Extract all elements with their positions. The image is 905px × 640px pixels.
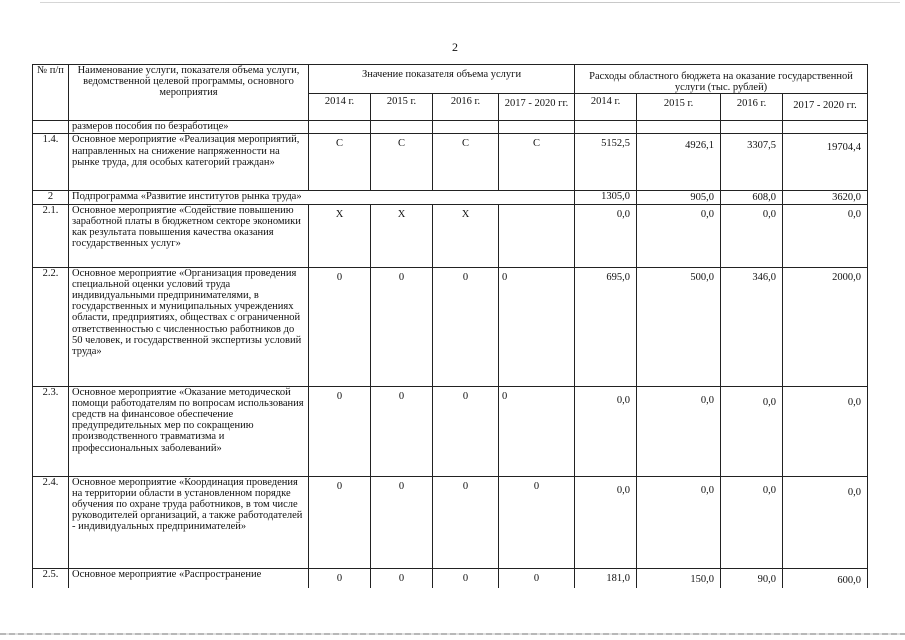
row-expense: 0,0 (721, 386, 783, 476)
row-expense (637, 121, 721, 134)
header-expense-year: 2017 - 2020 гг. (783, 94, 868, 121)
row-expense: 90,0 (721, 568, 783, 588)
row-value: 0 (309, 476, 371, 568)
row-no: 1.4. (33, 134, 69, 191)
row-value: С (371, 134, 433, 191)
row-expense: 695,0 (575, 267, 637, 386)
row-value: Х (371, 204, 433, 267)
table-row (33, 191, 868, 204)
row-value: 0 (433, 267, 499, 386)
row-name: Основное мероприятие «Содействие повышению заработной платы в бюджетном секторе экономики как результата повышения качества оказания государственных услуг» (69, 204, 309, 267)
row-value (499, 204, 575, 267)
header-group-values: Значение показателя объема услуги (309, 65, 575, 94)
row-value: 0 (499, 267, 575, 386)
row-expense: 2000,0 (783, 267, 868, 386)
row-expense: 5152,5 (575, 134, 637, 191)
header-row-top (33, 65, 868, 94)
row-expense: 0,0 (721, 476, 783, 568)
row-name: Основное мероприятие «Координация проведения на территории области в установленном порядке обучения по охране труда работников, в том числе руководителей организаций, а также работодателей - индивидуальных предпринимателей» (69, 476, 309, 568)
row-value: 0 (433, 386, 499, 476)
row-value: 0 (371, 386, 433, 476)
row-value: 0 (499, 568, 575, 588)
row-no (33, 121, 69, 134)
row-value: 0 (309, 568, 371, 588)
row-value: 0 (371, 267, 433, 386)
row-expense: 4926,1 (637, 134, 721, 191)
row-name: Основное мероприятие «Распространение (69, 568, 309, 588)
row-expense: 19704,4 (783, 134, 868, 191)
row-name: размеров пособия по безработице» (69, 121, 309, 134)
row-expense (575, 121, 637, 134)
row-value: 0 (433, 476, 499, 568)
row-no: 2.2. (33, 267, 69, 386)
header-col-name: Наименование услуги, показателя объема услуги, ведомственной целевой программы, основного мероприятия (69, 65, 309, 121)
budget-table (32, 64, 868, 588)
row-expense: 0,0 (721, 204, 783, 267)
row-value: С (433, 134, 499, 191)
row-name: Основное мероприятие «Оказание методической помощи работодателям по вопросам использования средств на финансовое обеспечение предупредительных мер по сокращению производственного травматизма и профессиональных заболеваний» (69, 386, 309, 476)
row-value: Х (433, 204, 499, 267)
row-value: Х (309, 204, 371, 267)
row-expense: 3307,5 (721, 134, 783, 191)
row-expense: 0,0 (575, 476, 637, 568)
header-value-year: 2017 - 2020 гг. (499, 94, 575, 121)
row-expense: 0,0 (637, 204, 721, 267)
header-value-year: 2014 г. (309, 94, 371, 121)
table-row (33, 568, 868, 588)
header-col-no: № п/п (33, 65, 69, 121)
row-expense: 500,0 (637, 267, 721, 386)
row-expense: 346,0 (721, 267, 783, 386)
row-expense: 181,0 (575, 568, 637, 588)
table-row (33, 476, 868, 568)
row-expense (721, 121, 783, 134)
table-row (33, 386, 868, 476)
header-expense-year: 2016 г. (721, 94, 783, 121)
row-value (309, 121, 371, 134)
row-expense: 905,0 (637, 191, 721, 204)
row-value: 0 (309, 386, 371, 476)
row-expense: 0,0 (575, 386, 637, 476)
row-value: 0 (499, 476, 575, 568)
row-value: 0 (499, 386, 575, 476)
row-no: 2.5. (33, 568, 69, 588)
scan-edge-top (40, 2, 900, 3)
row-no: 2.4. (33, 476, 69, 568)
header-expense-year: 2014 г. (575, 94, 637, 121)
row-expense: 3620,0 (783, 191, 868, 204)
row-expense: 0,0 (637, 386, 721, 476)
row-expense: 600,0 (783, 568, 868, 588)
table-row (33, 267, 868, 386)
row-name: Основное мероприятие «Реализация мероприятий, направленных на снижение напряженности на рынке труда, для особых категорий граждан» (69, 134, 309, 191)
row-name: Подпрограмма «Развитие институтов рынка труда» (69, 191, 575, 204)
row-no: 2 (33, 191, 69, 204)
row-value: С (499, 134, 575, 191)
header-expense-year: 2015 г. (637, 94, 721, 121)
row-expense: 1305,0 (575, 191, 637, 204)
row-expense: 608,0 (721, 191, 783, 204)
row-expense: 0,0 (783, 386, 868, 476)
header-value-year: 2015 г. (371, 94, 433, 121)
row-expense: 0,0 (637, 476, 721, 568)
row-value: 0 (371, 476, 433, 568)
page-number: 2 (452, 40, 458, 54)
row-value (433, 121, 499, 134)
table-row (33, 121, 868, 134)
row-expense (783, 121, 868, 134)
row-value (499, 121, 575, 134)
row-name: Основное мероприятие «Организация проведения специальной оценки условий труда индивидуальными предпринимателями, в государственных и муниципальных учреждениях области, предприятиях, обществах с ограниченной ответственностью с численностью работников до 50 человек, и государственной экспертизы условий труда» (69, 267, 309, 386)
row-no: 2.1. (33, 204, 69, 267)
header-group-expenses: Расходы областного бюджета на оказание государственной услуги (тыс. рублей) (575, 65, 868, 94)
row-value: С (309, 134, 371, 191)
row-expense: 150,0 (637, 568, 721, 588)
table-row (33, 134, 868, 191)
row-value: 0 (309, 267, 371, 386)
scan-edge-bottom (0, 633, 905, 635)
header-value-year: 2016 г. (433, 94, 499, 121)
row-expense: 0,0 (783, 204, 868, 267)
row-no: 2.3. (33, 386, 69, 476)
row-expense: 0,0 (575, 204, 637, 267)
row-expense: 0,0 (783, 476, 868, 568)
row-value: 0 (433, 568, 499, 588)
row-value: 0 (371, 568, 433, 588)
row-value (371, 121, 433, 134)
table-row (33, 204, 868, 267)
